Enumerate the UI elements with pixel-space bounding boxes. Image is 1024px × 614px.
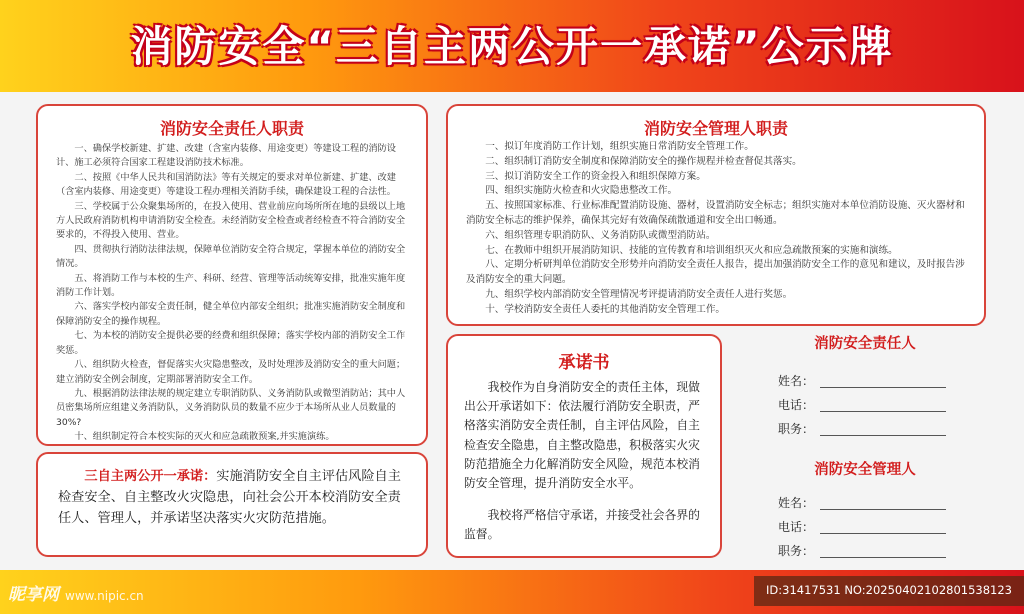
three-two-one-statement — [58, 466, 410, 529]
pledge-paragraph: 我校作为自身消防安全的责任主体，现做出公开承诺如下：依法履行消防安全职责，严格落实消防安全责任制，自主评估风险，自主检查安全隐患，自主整改隐患，积极落实火灾防范措施全力化解消防安全风险，规范本校消防安全管理，提升消防安全水平。 — [464, 380, 700, 491]
pledge-title: 承诺书 — [558, 353, 610, 373]
footer-banner — [0, 570, 1024, 614]
page-title: 消防安全“三自主两公开一承诺”公示牌 — [130, 22, 894, 71]
responsible-duties-panel — [36, 104, 428, 446]
phone-row — [740, 394, 990, 417]
phone-line — [820, 533, 946, 534]
manager-duties-panel — [446, 104, 986, 326]
three-two-one-panel — [36, 452, 428, 557]
name-line — [820, 509, 946, 510]
list-item: 五、按照国家标准、行业标准配置消防设施、器材，设置消防安全标志；组织实施对本单位消防设施、灭火器材和消防安全标志的维护保养，确保其完好有效确保疏散通道和安全出口畅通。 — [466, 200, 965, 226]
watermark-logo-text: 昵享网 — [8, 585, 59, 605]
list-item: 十、组织制定符合本校实际的灭火和应急疏散预案,并实施演练。 — [74, 431, 335, 443]
list-item: 二、按照《中华人民共和国消防法》等有关规定的要求对单位新建、扩建、改建（含室内装修、用途变更）等建设工程办理相关消防手续，确保建设工程的合法性。 — [56, 171, 396, 198]
manager-person-block — [740, 458, 990, 563]
image-id-label: ID:31417531 NO:20250402102801538123 — [754, 576, 1024, 606]
three-two-one-heading: 三自主两公开一承诺： — [84, 469, 217, 484]
list-item: 九、根据消防法律法规的规定建立专职消防队、义务消防队或微型消防站；其中人员密集场所应组建义务消防队，义务消防队员的数量不应少于本场所从业人员数量的30%? — [56, 387, 406, 428]
phone-line — [820, 411, 946, 412]
responsible-duties-list — [56, 142, 412, 445]
name-line — [820, 387, 946, 388]
phone-label: 电话： — [778, 398, 815, 412]
pledge-panel — [446, 334, 722, 558]
list-item: 四、贯彻执行消防法律法规，保障单位消防安全符合规定，掌握本单位的消防安全情况。 — [56, 243, 406, 270]
phone-label: 电话： — [778, 520, 815, 534]
list-item: 二、组织制订消防安全制度和保障消防安全的操作规程并检查督促其落实。 — [485, 155, 802, 167]
position-line — [820, 435, 946, 436]
list-item: 一、确保学校新建、扩建、改建（含室内装修、用途变更）等建设工程的消防设计、施工必须符合国家工程建设消防技术标准。 — [56, 143, 396, 169]
list-item: 八、定期分析研判单位消防安全形势并向消防安全责任人报告，提出加强消防安全工作的意见和建议，及时报告涉及消防安全的重大问题。 — [466, 259, 965, 286]
list-item: 七、为本校的消防安全提供必要的经费和组织保障；落实学校内部的消防安全工作奖惩。 — [56, 330, 406, 356]
list-item: 十、学校消防安全责任人委托的其他消防安全管理工作。 — [485, 303, 726, 315]
list-item: 五、将消防工作与本校的生产、科研、经营、管理等活动统筹安排，批准实施年度消防工作计划。 — [56, 272, 406, 299]
three-two-one-text: 实施消防安全自主评估风险自主检查安全、自主整改火灾隐患，向社会公开本校消防安全责任人、管理人，并承诺坚决落实火灾防范措施。 — [58, 469, 401, 526]
position-line — [820, 557, 946, 558]
watermark-url: www.nipic.cn — [65, 589, 144, 603]
name-label: 姓名： — [778, 496, 815, 510]
position-label: 职务： — [778, 544, 815, 558]
manager-person-title: 消防安全管理人 — [814, 462, 916, 478]
responsible-person-block — [740, 332, 990, 441]
responsible-person-title: 消防安全责任人 — [814, 336, 916, 352]
responsible-duties-title: 消防安全责任人职责 — [159, 119, 304, 138]
name-row — [740, 370, 990, 393]
manager-duties-title: 消防安全管理人职责 — [643, 119, 788, 138]
watermark-logo — [8, 580, 144, 605]
name-label: 姓名： — [778, 374, 815, 388]
name-row — [740, 492, 990, 515]
list-item: 七、在教师中组织开展消防知识、技能的宣传教育和培训组织灭火和应急疏散预案的实施和演练。 — [485, 244, 898, 256]
position-row — [740, 418, 990, 441]
list-item: 六、组织管理专职消防队、义务消防队或微型消防站。 — [485, 229, 716, 241]
list-item: 四、组织实施防火检查和火灾隐患整改工作。 — [485, 185, 678, 197]
position-row — [740, 540, 990, 563]
list-item: 六、落实学校内部安全责任制，健全单位内部安全组织；批准实施消防安全制度和保障消防安全的操作规程。 — [56, 301, 406, 327]
phone-row — [740, 516, 990, 539]
list-item: 八、组织防火检查，督促落实火灾隐患整改，及时处理涉及消防安全的重大问题；建立消防安全例会制度，定期部署消防安全工作。 — [56, 359, 406, 385]
manager-duties-list — [466, 140, 970, 318]
list-item: 三、学校属于公众聚集场所的，在投入使用、营业前应向场所所在地的县级以上地方人民政府消防机构申请消防安全检查。未经消防安全检查或者经检查不符合消防安全要求的，不得投入使用、营业。 — [56, 200, 406, 241]
pledge-paragraph: 我校将严格信守承诺，并接受社会各界的监督。 — [464, 508, 700, 542]
list-item: 九、组织学校内部消防安全管理情况考评提请消防安全责任人进行奖惩。 — [485, 288, 793, 300]
header-banner — [0, 0, 1024, 92]
position-label: 职务： — [778, 422, 815, 436]
list-item: 一、拟订年度消防工作计划，组织实施日常消防安全管理工作。 — [485, 141, 754, 152]
list-item: 三、拟订消防安全工作的资金投入和组织保障方案。 — [485, 170, 706, 182]
